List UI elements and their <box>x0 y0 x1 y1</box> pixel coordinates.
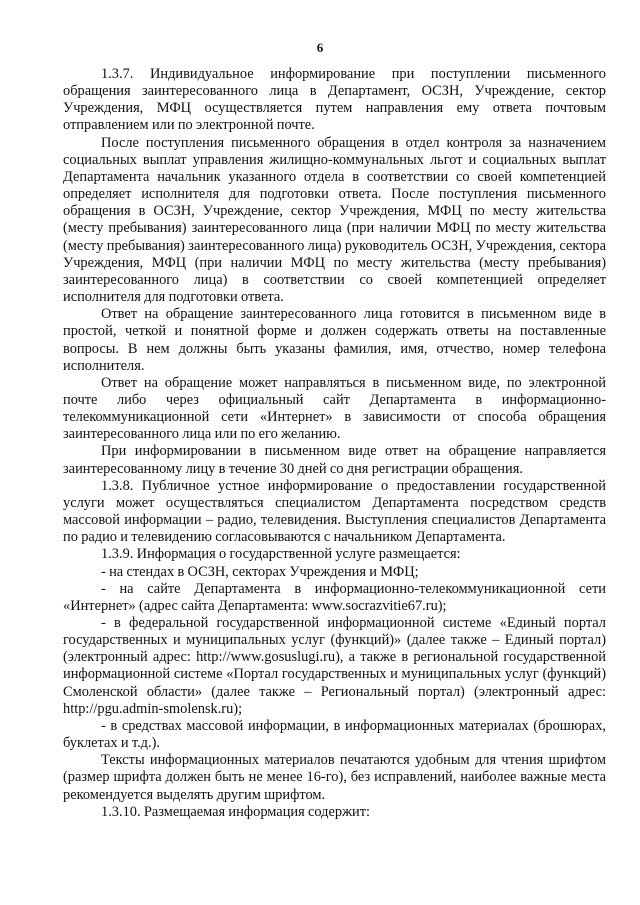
list-item-department-site: - на сайте Департамента в информационно-телекоммуникационной сети «Интернет» (адрес сайта Департамента: www.socrazvitie67.ru); <box>63 580 606 614</box>
paragraph-answer-deadline: При информировании в письменном виде ответ на обращение направляется заинтересованному лицу в течение 30 дней со дня регистрации обращения. <box>63 443 606 477</box>
document-body <box>63 66 606 821</box>
paragraph-1-3-7: 1.3.7. Индивидуальное информирование при поступлении письменного обращения заинтересованного лица в Департамент, ОСЗН, Учреждение, сектор Учреждения, МФЦ осуществляется путем направления ему ответа почтовым отправлением или по электронной почте. <box>63 66 606 134</box>
list-item-stands: - на стендах в ОСЗН, секторах Учреждения и МФЦ; <box>101 563 419 580</box>
paragraph-1-3-10: 1.3.10. Размещаемая информация содержит: <box>101 803 371 820</box>
paragraph-1-3-9: 1.3.9. Информация о государственной услуге размещается: <box>101 546 461 563</box>
paragraph-1-3-8: 1.3.8. Публичное устное информирование о предоставлении государственной услуги может осуществляться специалистом Департамента посредством средств массовой информации – радио, телевидения. Выступления специалистов Департамента по радио и телевидению согласовываются с начальником Департамента. <box>63 477 606 546</box>
paragraph-department-processing: После поступления письменного обращения в отдел контроля за назначением социальных выплат управления жилищно-коммунальных льгот и социальных выплат Департамента начальник указанного отдела в соответствии со своей компетенцией определяет исполнителя для подготовки ответа. После поступления письменного обращения в ОСЗН, Учреждение, сектор Учреждения, МФЦ по месту жительства (месту пребывания) заинтересованного лица (при наличии МФЦ по месту жительства (месту пребывания) заинтересованного лица) руководитель ОСЗН, Учреждения, сектора Учреждения, МФЦ (при наличии МФЦ по месту жительства (месту пребывания) заинтересованного лица) в соответствии со своей компетенцией определяет исполнителя для подготовки ответа. <box>63 134 606 306</box>
list-item-federal-portal: - в федеральной государственной информационной системе «Единый портал государственных и муниципальных услуг (функций)» (далее также – Единый портал) (электронный адрес: http://www.gosuslugi.ru), а также в региональной государственной информационной системе «Портал государственных и муниципальных услуг (функций) Смоленской области» (далее также – Региональный портал) (электронный адрес: http://pgu.admin-smolensk.ru); <box>63 615 606 717</box>
list-item-mass-media: - в средствах массовой информации, в информационных материалах (брошюрах, буклетах и т.д.). <box>63 717 606 752</box>
paragraph-answer-form: Ответ на обращение заинтересованного лица готовится в письменном виде в простой, четкой и понятной форме и должен содержать ответы на поставленные вопросы. В нем должны быть указаны фамилия, имя, отчество, номер телефона исполнителя. <box>63 306 606 374</box>
page-number: 6 <box>316 40 324 55</box>
paragraph-answer-delivery: Ответ на обращение может направляться в письменном виде, по электронной почте либо через официальный сайт Департамента в информационно-телекоммуникационной сети «Интернет» в зависимости от способа обращения заинтересованного лица или по его желанию. <box>63 374 606 443</box>
paragraph-font-requirements: Тексты информационных материалов печатаются удобным для чтения шрифтом (размер шрифта должен быть не менее 16-го), без исправлений, наиболее важные места рекомендуется выделять другим шрифтом. <box>63 752 606 803</box>
